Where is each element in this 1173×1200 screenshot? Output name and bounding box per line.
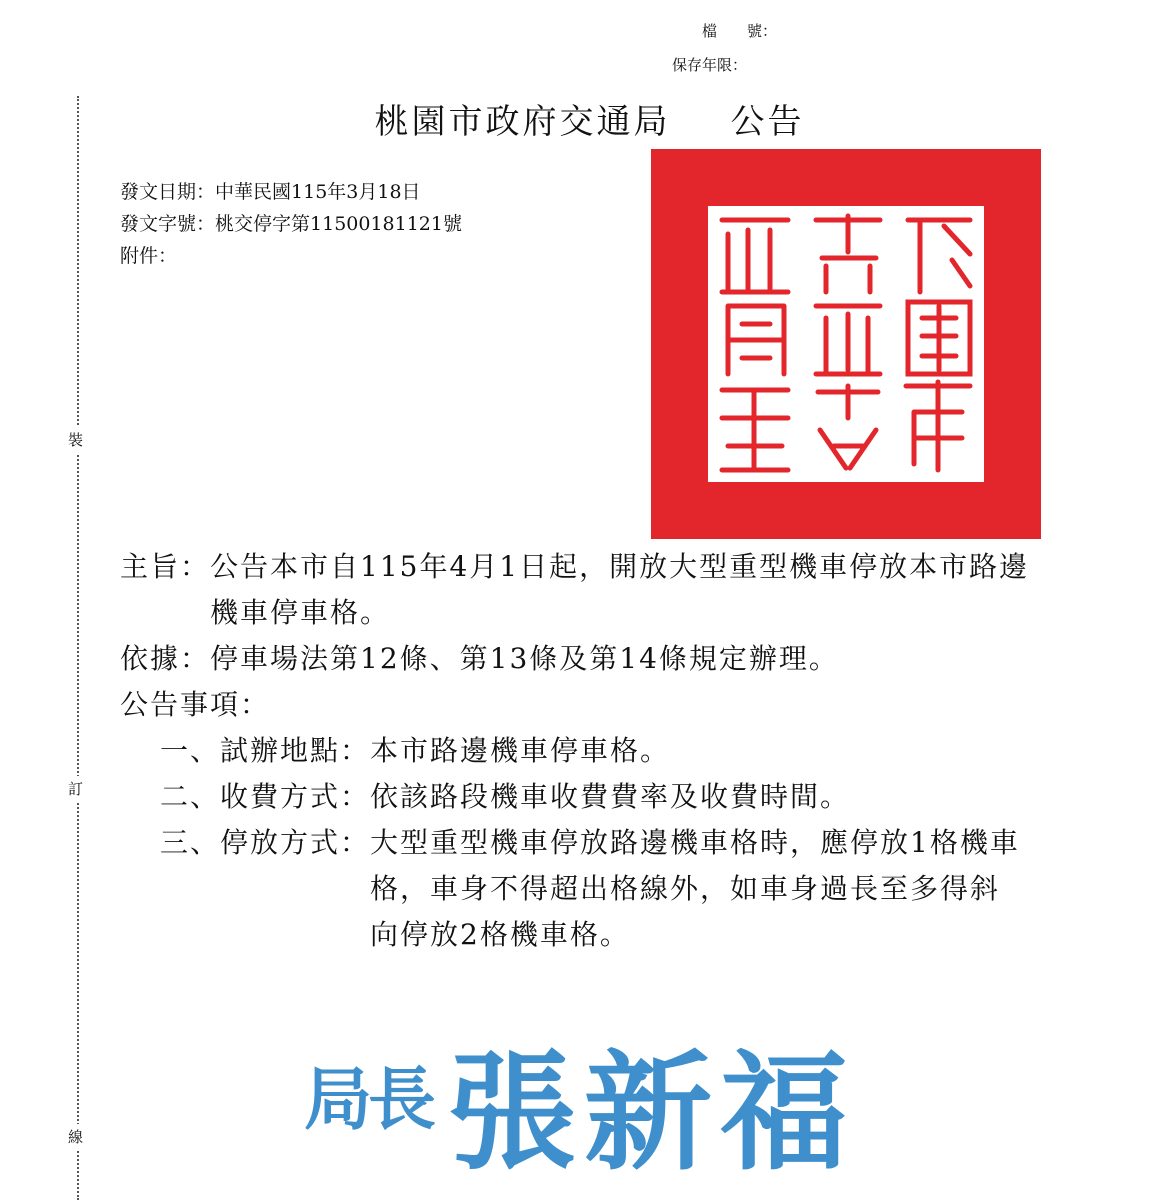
- subject-label: 主旨：: [120, 550, 211, 583]
- file-number-row: [672, 14, 777, 48]
- basis-text: 停車場法第12條、第13條及第14條規定辦理。: [210, 642, 839, 675]
- document-type: 公告: [730, 102, 805, 142]
- item-text: 依該路段機車收費費率及收費時間。: [370, 780, 851, 813]
- agency-name: 桃園市政府交通局: [374, 102, 671, 142]
- retention-row: [672, 48, 777, 82]
- announcement-heading: [120, 682, 1040, 728]
- subject-text: 公告本市自115年4月1日起，開放大型重型機車停放本市路邊機車停車格。: [210, 550, 1030, 629]
- document-title: [0, 94, 1173, 143]
- item-label: 三、停放方式：: [160, 826, 371, 859]
- document-body: [120, 544, 1040, 958]
- issue-date-row: [120, 176, 462, 208]
- document-meta: [120, 176, 462, 272]
- item-label: 二、收費方式：: [160, 780, 371, 813]
- document-number-label: 發文字號：: [120, 213, 216, 235]
- announcement-item: [160, 728, 1040, 774]
- basis-paragraph: [120, 636, 1040, 682]
- seal-script-glyphs: [708, 206, 984, 482]
- item-text: 本市路邊機車停車格。: [370, 734, 671, 767]
- official-seal: [651, 149, 1041, 539]
- file-number-label: 檔 號：: [702, 22, 778, 40]
- director-signature-stamp: [300, 1010, 860, 1188]
- item-label: 一、試辦地點：: [160, 734, 371, 767]
- announcement-items: [120, 728, 1040, 958]
- binding-dotted-line: [77, 96, 79, 1200]
- binding-mark-middle: 訂: [68, 776, 83, 802]
- item-text: 大型重型機車停放路邊機車格時，應停放1格機車格，車身不得超出格線外，如車身過長至多得斜向停放2格機車格。: [370, 826, 1020, 951]
- issue-date-label: 發文日期：: [120, 181, 216, 203]
- attachment-row: [120, 240, 462, 272]
- attachment-label: 附件：: [120, 245, 178, 267]
- signature-name: 張新福: [448, 1038, 857, 1188]
- announcement-item: [160, 820, 1040, 958]
- announcement-label: 公告事項：: [120, 688, 271, 721]
- basis-label: 依據：: [120, 642, 211, 675]
- issue-date-value: 中華民國115年3月18日: [215, 181, 421, 203]
- signature-title: 局長: [304, 1060, 433, 1140]
- binding-mark-top: 裝: [68, 427, 83, 453]
- document-number-value: 桃交停字第11500181121號: [215, 213, 462, 235]
- subject-paragraph: [120, 544, 1040, 636]
- document-number-row: [120, 208, 462, 240]
- binding-mark-bottom: 線: [68, 1124, 83, 1150]
- file-info: [672, 14, 777, 82]
- retention-label: 保存年限：: [672, 56, 748, 74]
- announcement-item: [160, 774, 1040, 820]
